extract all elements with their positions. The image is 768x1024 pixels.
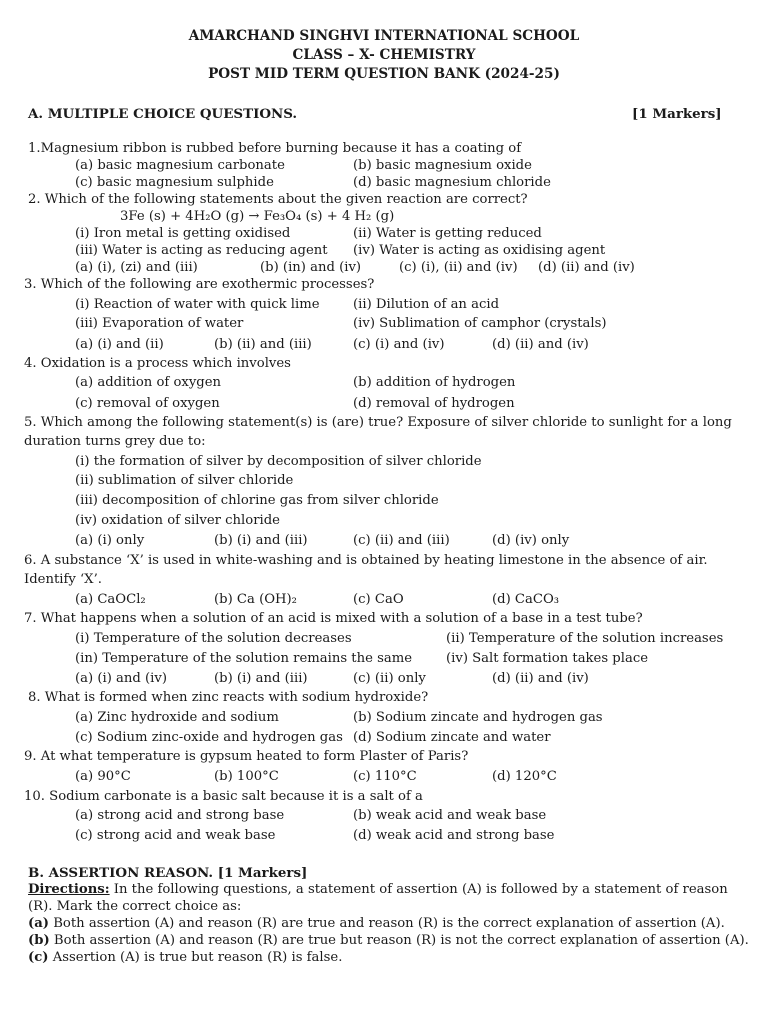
q5-statement-3: (iii) decomposition of chlorine gas from silver chloride bbox=[75, 493, 439, 508]
q1-option-a: (a) basic magnesium carbonate bbox=[75, 158, 285, 173]
q5-option-d: (d) (iv) only bbox=[492, 533, 570, 548]
q7-statement-2: (ii) Temperature of the solution increases bbox=[446, 631, 724, 646]
q3-option-d: (d) (ii) and (iv) bbox=[492, 337, 589, 352]
q2-statement-2: (ii) Water is getting reduced bbox=[353, 226, 542, 241]
ar-choice-a-text: Both assertion (A) and reason (R) are true and reason (R) is the correct explanation of assertion (A). bbox=[49, 916, 725, 931]
class-line: CLASS – X- CHEMISTRY bbox=[292, 47, 476, 63]
ar-choice-b bbox=[28, 932, 749, 950]
q4-option-a: (a) addition of oxygen bbox=[75, 375, 222, 390]
q5-option-b: (b) (i) and (iii) bbox=[214, 533, 308, 548]
q3-statement-1: (i) Reaction of water with quick lime bbox=[75, 297, 320, 312]
q7-option-b: (b) (i) and (iii) bbox=[214, 671, 308, 686]
q8-option-a: (a) Zinc hydroxide and sodium bbox=[75, 710, 279, 725]
ar-choice-b-text: Both assertion (A) and reason (R) are true but reason (R) is not the correct explanation of assertion (A). bbox=[49, 933, 749, 948]
q3-option-a: (a) (i) and (ii) bbox=[75, 337, 164, 352]
q8-option-d: (d) Sodium zincate and water bbox=[353, 730, 551, 745]
directions-line-1 bbox=[28, 881, 728, 899]
q7-statement-1: (i) Temperature of the solution decreases bbox=[75, 631, 352, 646]
section-a-title: A. MULTIPLE CHOICE QUESTIONS. bbox=[28, 106, 298, 122]
q6-option-c: (c) CaO bbox=[353, 592, 404, 607]
q6-option-b: (b) Ca (OH)₂ bbox=[214, 592, 297, 607]
q7-statement-3: (in) Temperature of the solution remains the same bbox=[75, 651, 413, 666]
q2-question: 2. Which of the following statements about the given reaction are correct? bbox=[28, 192, 528, 207]
q3-question: 3. Which of the following are exothermic processes? bbox=[24, 277, 375, 292]
q10-option-d: (d) weak acid and strong base bbox=[353, 828, 555, 843]
ar-choice-c bbox=[28, 949, 342, 967]
q2-option-c: (c) (i), (ii) and (iv) bbox=[399, 260, 518, 275]
q9-question: 9. At what temperature is gypsum heated to form Plaster of Paris? bbox=[24, 749, 469, 764]
q2-statement-1: (i) Iron metal is getting oxidised bbox=[75, 226, 291, 241]
q6-option-d: (d) CaCO₃ bbox=[492, 592, 560, 607]
q3-option-b: (b) (ii) and (iii) bbox=[214, 337, 312, 352]
q10-option-c: (c) strong acid and weak base bbox=[75, 828, 276, 843]
q3-statement-2: (ii) Dilution of an acid bbox=[353, 297, 500, 312]
ar-choice-a-label: (a) bbox=[28, 916, 50, 931]
q5-statement-4: (iv) oxidation of silver chloride bbox=[75, 513, 280, 528]
q5-statement-2: (ii) sublimation of silver chloride bbox=[75, 473, 294, 488]
q2-statement-3: (iii) Water is acting as reducing agent bbox=[75, 243, 328, 258]
q7-option-a: (a) (i) and (iv) bbox=[75, 671, 167, 686]
q10-option-b: (b) weak acid and weak base bbox=[353, 808, 547, 823]
q6-question-line-2: Identify ‘X’. bbox=[24, 572, 102, 587]
q9-option-d: (d) 120°C bbox=[492, 769, 557, 784]
q9-option-b: (b) 100°C bbox=[214, 769, 279, 784]
section-b-title: B. ASSERTION REASON. [1 Markers] bbox=[28, 865, 308, 881]
ar-choice-c-label: (c) bbox=[28, 950, 49, 965]
q5-question-line-1: 5. Which among the following statement(s) is (are) true? Exposure of silver chloride to sunlight for a long bbox=[24, 415, 732, 430]
q2-option-a: (a) (i), (zi) and (iii) bbox=[75, 260, 198, 275]
q9-option-a: (a) 90°C bbox=[75, 769, 131, 784]
q5-option-c: (c) (ii) and (iii) bbox=[353, 533, 450, 548]
section-a-marks: [1 Markers] bbox=[632, 106, 722, 122]
q2-equation: 3Fe (s) + 4H₂O (g) → Fe₃O₄ (s) + 4 H₂ (g) bbox=[120, 209, 395, 224]
q1-option-c: (c) basic magnesium sulphide bbox=[75, 175, 274, 190]
q3-statement-3: (iii) Evaporation of water bbox=[75, 316, 244, 331]
directions-line-2: (R). Mark the correct choice as: bbox=[28, 899, 242, 914]
q2-option-d: (d) (ii) and (iv) bbox=[538, 260, 635, 275]
school-name: AMARCHAND SINGHVI INTERNATIONAL SCHOOL bbox=[188, 28, 580, 44]
ar-choice-c-text: Assertion (A) is true but reason (R) is false. bbox=[48, 950, 343, 965]
q5-option-a: (a) (i) only bbox=[75, 533, 145, 548]
ar-choice-a bbox=[28, 915, 725, 933]
q7-statement-4: (iv) Salt formation takes place bbox=[446, 651, 649, 666]
directions-label: Directions: bbox=[28, 882, 110, 897]
q8-question: 8. What is formed when zinc reacts with sodium hydroxide? bbox=[28, 690, 429, 705]
q10-question: 10. Sodium carbonate is a basic salt because it is a salt of a bbox=[24, 789, 423, 804]
q6-option-a: (a) CaOCl₂ bbox=[75, 592, 146, 607]
directions-text: In the following questions, a statement of assertion (A) is followed by a statement of reason bbox=[109, 882, 728, 897]
q7-option-d: (d) (ii) and (iv) bbox=[492, 671, 589, 686]
q4-option-c: (c) removal of oxygen bbox=[75, 396, 220, 411]
ar-choice-b-label: (b) bbox=[28, 933, 50, 948]
q8-option-b: (b) Sodium zincate and hydrogen gas bbox=[353, 710, 603, 725]
q5-statement-1: (i) the formation of silver by decomposition of silver chloride bbox=[75, 454, 482, 469]
q2-option-b: (b) (in) and (iv) bbox=[260, 260, 362, 275]
q1-question: 1.Magnesium ribbon is rubbed before burning because it has a coating of bbox=[28, 141, 522, 156]
q2-statement-4: (iv) Water is acting as oxidising agent bbox=[353, 243, 606, 258]
q7-option-c: (c) (ii) only bbox=[353, 671, 426, 686]
q5-question-line-2: duration turns grey due to: bbox=[24, 434, 206, 449]
q10-option-a: (a) strong acid and strong base bbox=[75, 808, 285, 823]
q3-statement-4: (iv) Sublimation of camphor (crystals) bbox=[353, 316, 607, 331]
q8-option-c: (c) Sodium zinc-oxide and hydrogen gas bbox=[75, 730, 343, 745]
q3-option-c: (c) (i) and (iv) bbox=[353, 337, 445, 352]
q9-option-c: (c) 110°C bbox=[353, 769, 417, 784]
q4-option-b: (b) addition of hydrogen bbox=[353, 375, 516, 390]
q4-question: 4. Oxidation is a process which involves bbox=[24, 356, 291, 371]
q4-option-d: (d) removal of hydrogen bbox=[353, 396, 515, 411]
q6-question-line-1: 6. A substance ‘X’ is used in white-washing and is obtained by heating limestone in the absence of air. bbox=[24, 553, 708, 568]
question-bank-title: POST MID TERM QUESTION BANK (2024-25) bbox=[208, 66, 560, 82]
q1-option-d: (d) basic magnesium chloride bbox=[353, 175, 551, 190]
q1-option-b: (b) basic magnesium oxide bbox=[353, 158, 532, 173]
q7-question: 7. What happens when a solution of an acid is mixed with a solution of a base in a test tube? bbox=[24, 611, 643, 626]
